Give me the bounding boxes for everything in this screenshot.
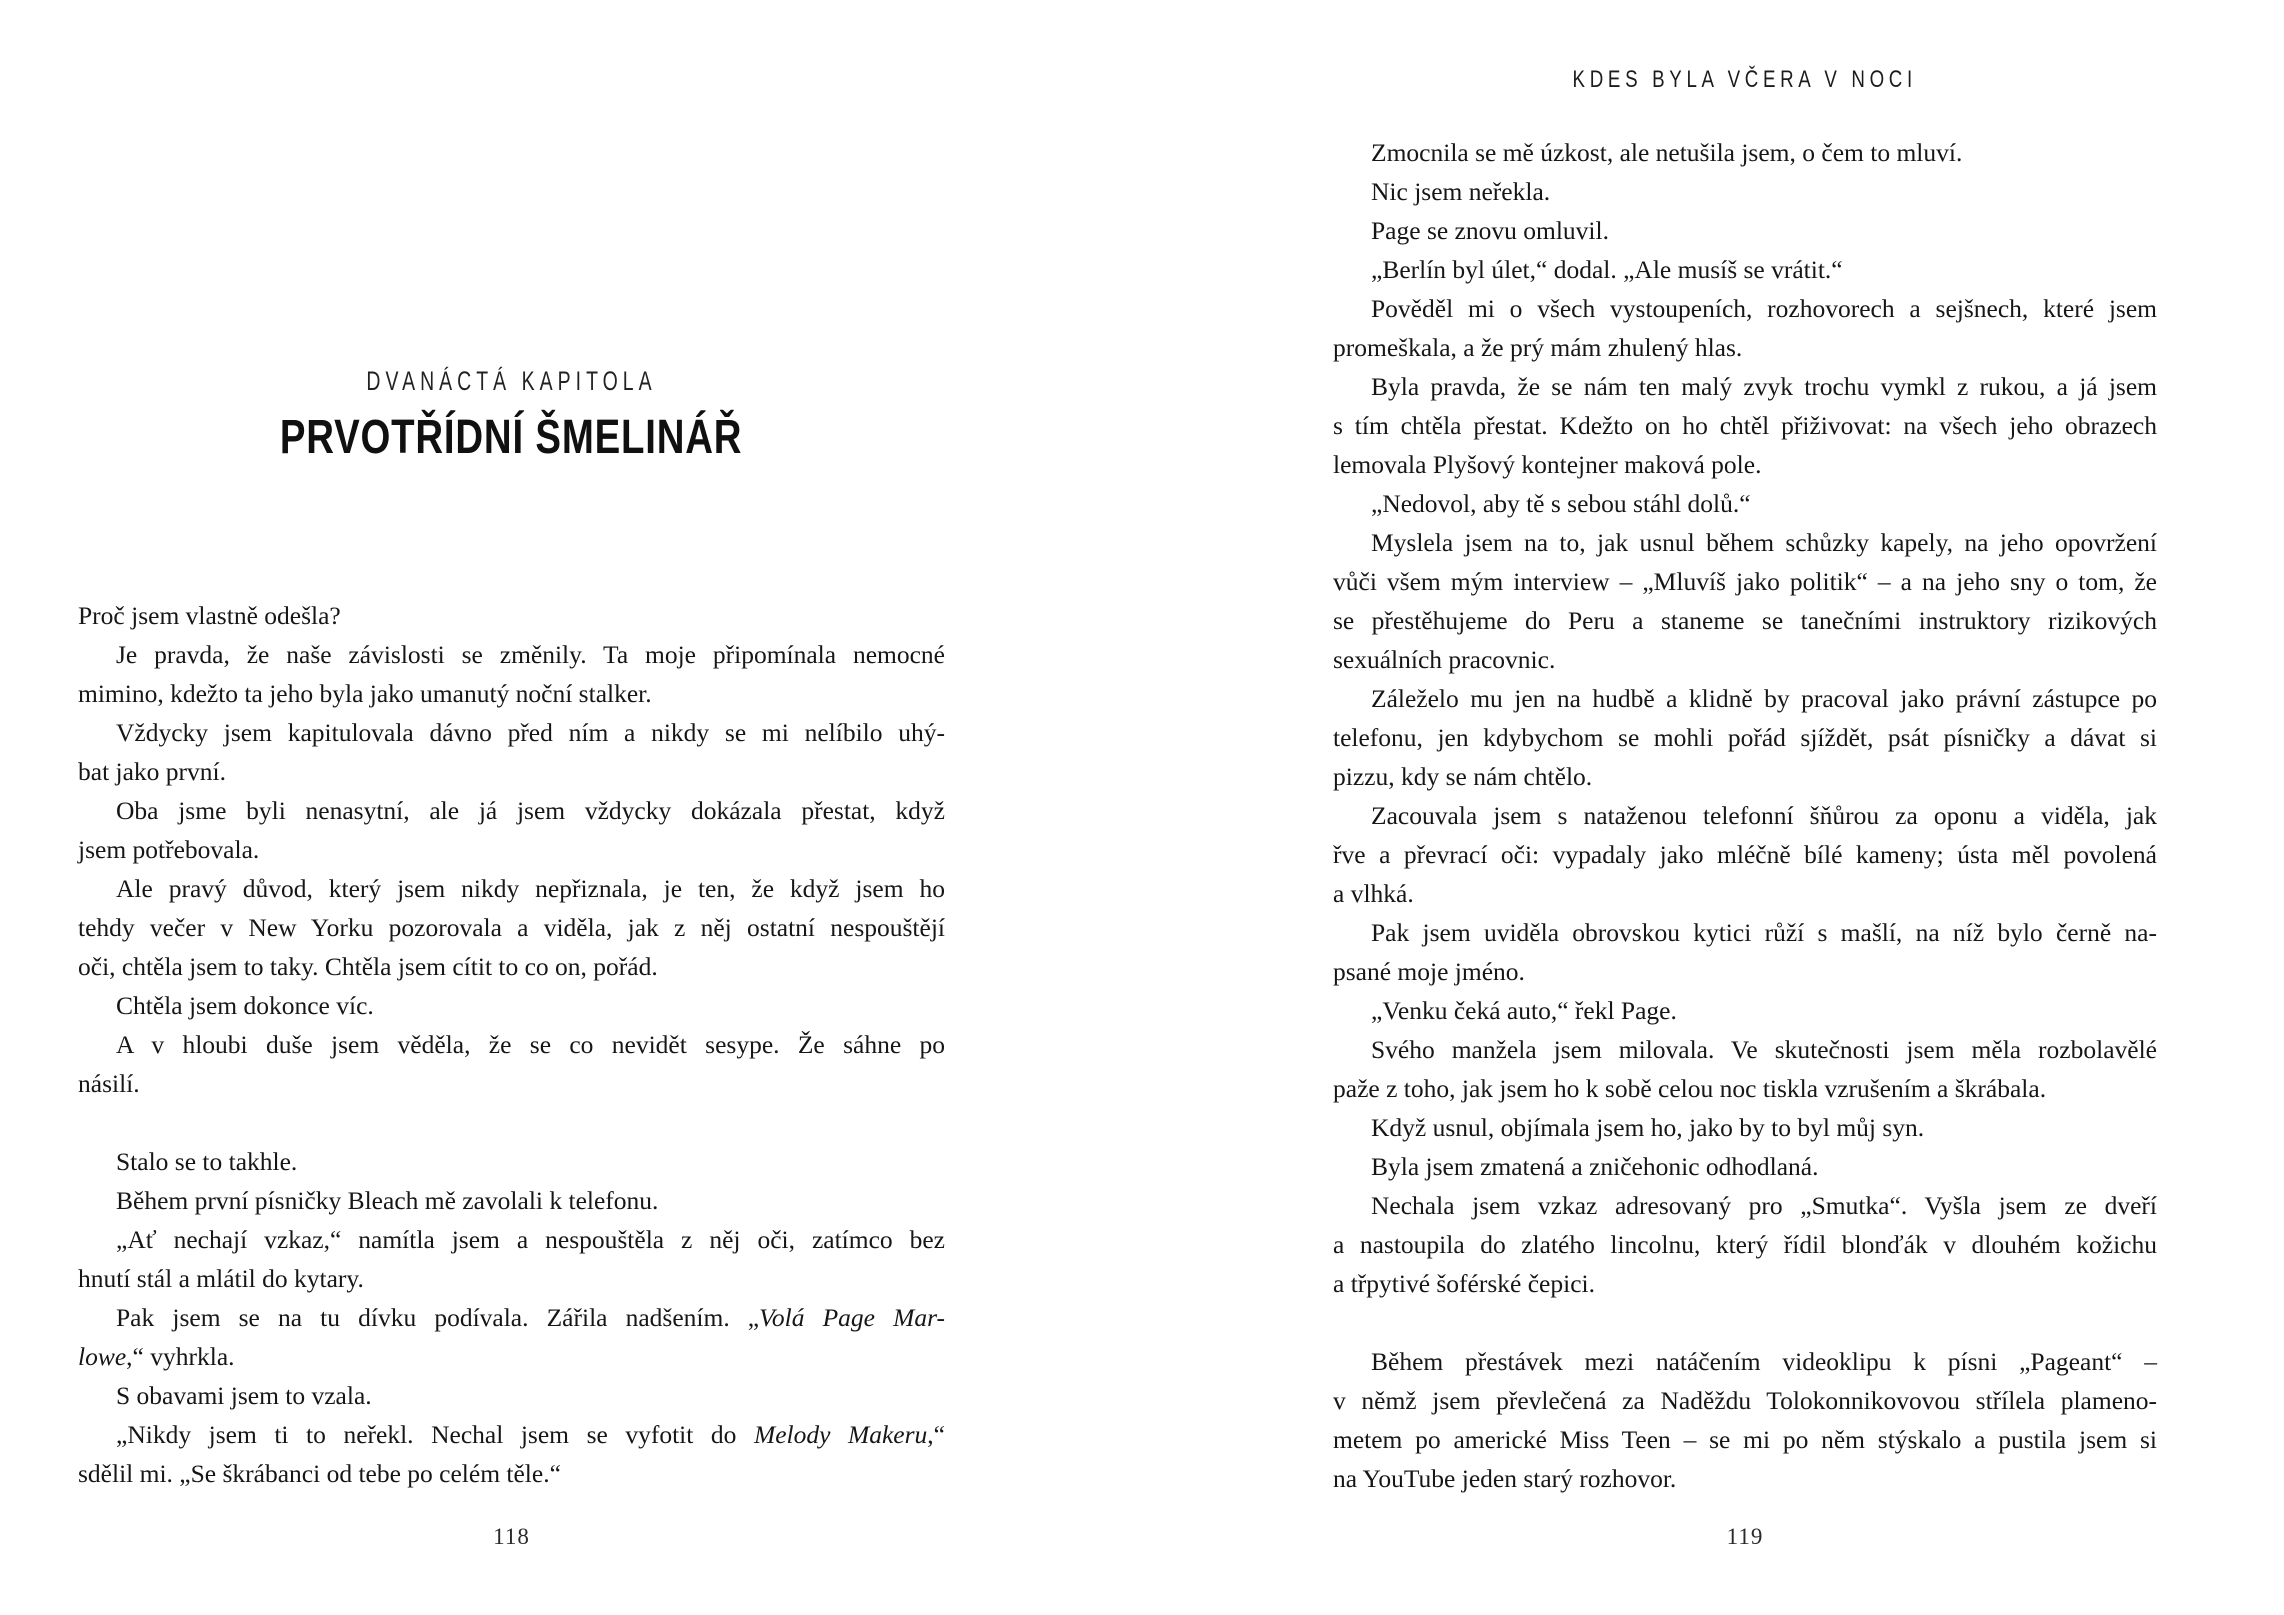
text-line: Zacouvala jsem s nataženou telefonní šňůrou za oponu a viděla, jak [1371,801,2157,830]
text-line: Nic jsem neřekla. [1371,177,1551,206]
text-line: Když usnul, objímala jsem ho, jako by to byl můj syn. [1371,1113,1925,1142]
text-line: sdělil mi. „Se škrábanci od tebe po celém těle.“ [78,1459,561,1488]
running-head [1333,66,2157,94]
paragraph [78,1142,945,1181]
paragraph [1333,796,2157,913]
text-line: psané moje jméno. [1333,957,1525,986]
left-page-number: 118 [493,1524,530,1549]
text-line: Pověděl mi o všech vystoupeních, rozhovorech a sejšnech, které jsem [1371,294,2157,323]
paragraph [1333,211,2157,250]
text-line: Vždycky jsem kapitulovala dávno před ním a nikdy se mi nelíbilo uhý- [116,718,945,747]
text-line: A v hloubi duše jsem věděla, že se co nevidět sesype. Že sáhne po [116,1030,945,1059]
paragraph [1333,172,2157,211]
paragraph [78,1220,945,1298]
text-line: Je pravda, že naše závislosti se změnily. Ta moje připomínala nemocné [116,640,945,669]
text-line: telefonu, jen kdybychom se mohli pořád sjíždět, psát písničky a dávat si [1333,723,2157,752]
paragraph [78,1415,945,1493]
paragraph [78,1376,945,1415]
text-line: Zmocnila se mě úzkost, ale netušila jsem, o čem to mluví. [1371,138,1963,167]
text-line: pizzu, kdy se nám chtělo. [1333,762,1593,791]
text-line: Stalo se to takhle. [116,1147,298,1176]
chapter-title [78,411,945,464]
chapter-kicker [78,366,945,397]
text-line: Chtěla jsem dokonce víc. [116,991,374,1020]
text-line: a třpytivé šoférské čepici. [1333,1269,1595,1298]
paragraph [1333,679,2157,796]
paragraph [1333,133,2157,172]
paragraph [78,869,945,986]
text-line: Pak jsem uviděla obrovskou kytici růží s mašlí, na níž bylo černě na- [1371,918,2157,947]
text-line: násilí. [78,1069,140,1098]
paragraph [1333,991,2157,1030]
text-line: bat jako první. [78,757,227,786]
text-line: Nechala jsem vzkaz adresovaný pro „Smutka“. Vyšla jsem ze dveří [1371,1191,2157,1220]
paragraph [78,986,945,1025]
text-line: Během přestávek mezi natáčením videoklipu k písni „Pageant“ – [1371,1347,2157,1376]
chapter-title-text: PRVOTŘÍDNÍ ŠMELINÁŘ [280,411,743,464]
text-line: Ale pravý důvod, který jsem nikdy nepřiznala, je ten, že když jsem ho [116,874,945,903]
paragraph [78,1298,945,1376]
text-line: Byla pravda, že se nám ten malý zvyk trochu vymkl z rukou, a já jsem [1371,372,2157,401]
text-line: oči, chtěla jsem to taky. Chtěla jsem cítit to co on, pořád. [78,952,658,981]
paragraph [78,1181,945,1220]
text-line: Proč jsem vlastně odešla? [78,601,341,630]
paragraph [1333,1030,2157,1108]
paragraph [1333,250,2157,289]
text-line: Svého manžela jsem milovala. Ve skutečnosti jsem měla rozbolavělé [1371,1035,2157,1064]
text-line: na YouTube jeden starý rozhovor. [1333,1464,1677,1493]
paragraph [1333,289,2157,367]
paragraph [78,713,945,791]
text-line: a nastoupila do zlatého lincolnu, který řídil blonďák v dlouhém kožichu [1333,1230,2157,1259]
text-line: tehdy večer v New Yorku pozorovala a viděla, jak z něj ostatní nespouštějí [78,913,945,942]
paragraph [78,635,945,713]
text-line: Oba jsme byli nenasytní, ale já jsem vždycky dokázala přestat, když [116,796,945,825]
text-line: „Nedovol, aby tě s sebou stáhl dolů.“ [1371,489,1751,518]
running-head-text: KDES BYLA VČERA V NOCI [1572,66,1918,93]
text-line: metem po americké Miss Teen – se mi po něm stýskalo a pustila jsem si [1333,1425,2157,1454]
text-line: „Venku čeká auto,“ řekl Page. [1371,996,1677,1025]
text-line: „Nikdy jsem ti to neřekl. Nechal jsem se vyfotit do Melody Makeru,“ [116,1420,945,1449]
paragraph [1333,1147,2157,1186]
text-line: Záleželo mu jen na hudbě a klidně by pracoval jako právní zástupce po [1371,684,2157,713]
text-line: Myslela jsem na to, jak usnul během schůzky kapely, na jeho opovržení [1371,528,2157,557]
text-line: lowe,“ vyhrkla. [78,1342,235,1371]
text-line: Během první písničky Bleach mě zavolali k telefonu. [116,1186,659,1215]
paragraph [78,596,945,635]
text-line: S obavami jsem to vzala. [116,1381,372,1410]
right-page-text-column [1333,133,2157,1498]
text-line: jsem potřebovala. [78,835,260,864]
paragraph [78,1025,945,1103]
text-line: promeškala, a že prý mám zhulený hlas. [1333,333,1743,362]
text-line: v němž jsem převlečená za Naděždu Tolokonnikovovou střílela plameno- [1333,1386,2157,1415]
text-line: vůči všem mým interview – „Mluvíš jako politik“ – a na jeho sny o tom, že [1333,567,2157,596]
text-line: Pak jsem se na tu dívku podívala. Zářila nadšením. „Volá Page Mar- [116,1303,945,1332]
left-page-text-column [78,596,945,1493]
paragraph [1333,1186,2157,1303]
chapter-kicker-text: DVANÁCTÁ KAPITOLA [366,366,657,396]
text-line: sexuálních pracovnic. [1333,645,1556,674]
text-line: paže z toho, jak jsem ho k sobě celou noc tiskla vzrušením a škrábala. [1333,1074,2047,1103]
paragraph [1333,913,2157,991]
text-line: se přestěhujeme do Peru a staneme se tanečními instruktory rizikových [1333,606,2157,635]
paragraph [1333,484,2157,523]
text-line: Page se znovu omluvil. [1371,216,1609,245]
text-line: lemovala Plyšový kontejner maková pole. [1333,450,1762,479]
text-line: řve a převrací oči: vypadaly jako mléčně bílé kameny; ústa měl povolená [1333,840,2157,869]
paragraph [1333,1342,2157,1498]
text-line: hnutí stál a mlátil do kytary. [78,1264,364,1293]
paragraph [1333,367,2157,484]
paragraph [78,791,945,869]
right-page-number: 119 [1726,1524,1764,1549]
text-line: s tím chtěla přestat. Kdežto on ho chtěl přiživovat: na všech jeho obrazech [1333,411,2157,440]
paragraph [1333,523,2157,679]
text-line: mimino, kdežto ta jeho byla jako umanutý noční stalker. [78,679,652,708]
paragraph [1333,1108,2157,1147]
text-line: „Berlín byl úlet,“ dodal. „Ale musíš se vrátit.“ [1371,255,1843,284]
text-line: a vlhká. [1333,879,1414,908]
text-line: „Ať nechají vzkaz,“ namítla jsem a nespouštěla z něj oči, zatímco bez [116,1225,945,1254]
text-line: Byla jsem zmatená a zničehonic odhodlaná. [1371,1152,1819,1181]
